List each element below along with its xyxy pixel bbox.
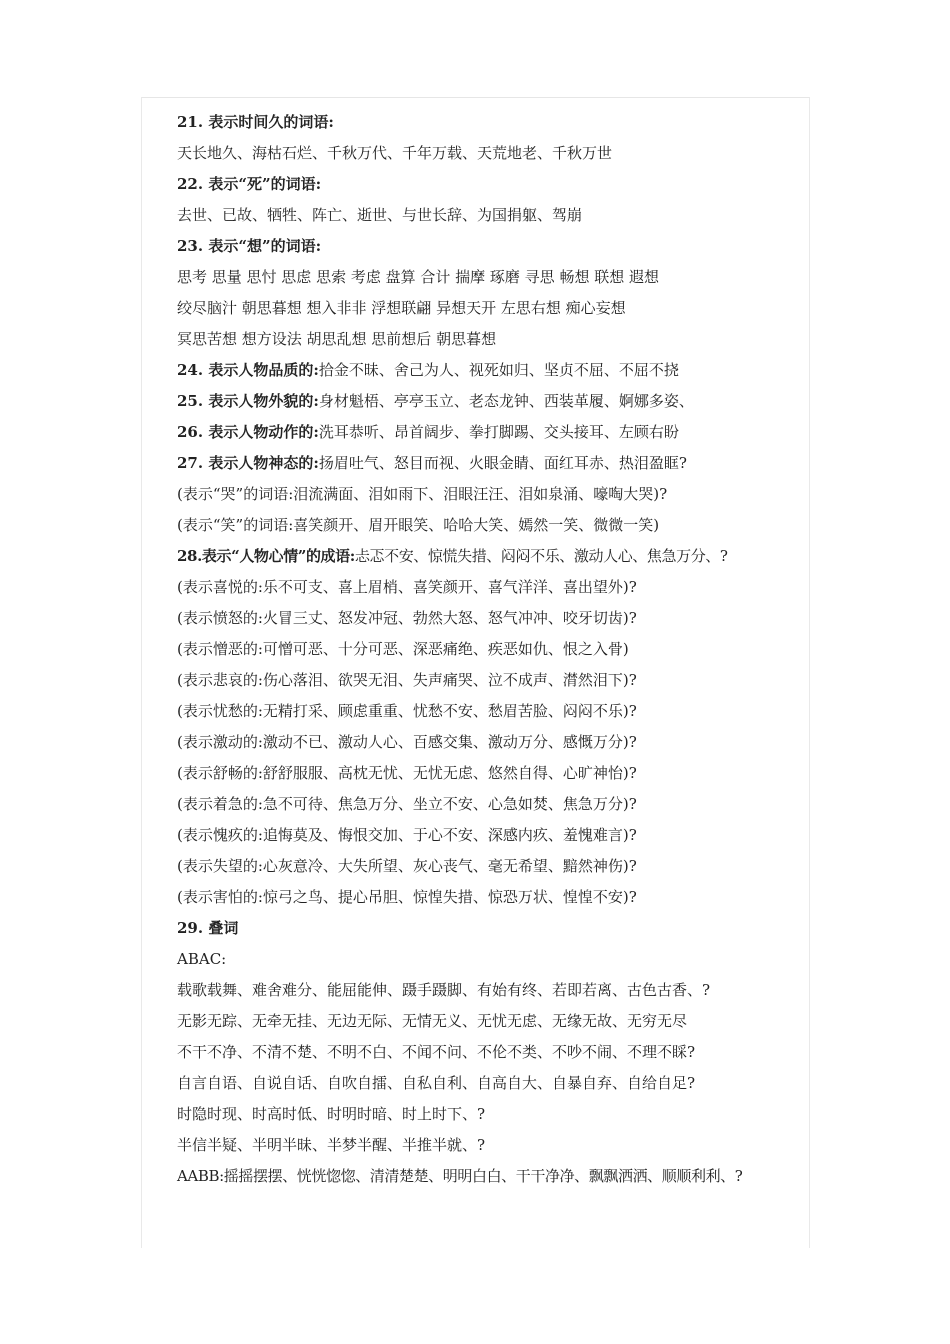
section-29-line-4: 自言自语、自说自话、自吹自擂、自私自利、自高自大、自暴自弃、自给自足? (177, 1074, 696, 1092)
section-28-words: 忐忑不安、惊慌失措、闷闷不乐、激动人心、焦急万分、? (354, 547, 728, 565)
section-29-abac-label: ABAC: (177, 950, 227, 968)
section-21-title: 21. 表示时间久的词语: (177, 113, 334, 131)
section-26-title: 26. 表示人物动作的: (177, 423, 319, 441)
section-27-words: 扬眉吐气、怒目而视、火眼金睛、面红耳赤、热泪盈眶? (318, 454, 687, 472)
section-28-title: 28.表示“人物心情”的成语: (177, 547, 355, 565)
section-28-excited: (表示激动的:激动不已、激动人心、百感交集、激动万分、感慨万分)? (177, 733, 637, 751)
section-23-title: 23. 表示“想”的词语: (177, 237, 322, 255)
section-29-title: 29. 叠词 (177, 919, 239, 937)
section-28-row (177, 541, 817, 572)
section-28-joy: (表示喜悦的:乐不可支、喜上眉梢、喜笑颜开、喜气洋洋、喜出望外)? (177, 578, 637, 596)
section-27-row (177, 448, 817, 479)
section-26-words: 洗耳恭听、昂首阔步、拳打脚踢、交头接耳、左顾右盼 (318, 423, 679, 441)
section-29-line-6: 半信半疑、半明半昧、半梦半醒、半推半就、? (177, 1136, 486, 1154)
section-22-words: 去世、已故、牺牲、阵亡、逝世、与世长辞、为国捐躯、驾崩 (177, 206, 583, 224)
section-29-line-5: 时隐时现、时高时低、时明时暗、时上时下、? (177, 1105, 486, 1123)
section-29-line-3: 不干不净、不清不楚、不明不白、不闻不问、不伦不类、不吵不闹、不理不睬? (177, 1043, 696, 1061)
section-28-sad: (表示悲哀的:伤心落泪、欲哭无泪、失声痛哭、泣不成声、潸然泪下)? (177, 671, 637, 689)
section-24-words: 拾金不昧、舍己为人、视死如归、坚贞不屈、不屈不挠 (318, 361, 679, 379)
section-29-line-2: 无影无踪、无牵无挂、无边无际、无情无义、无忧无虑、无缘无故、无穷无尽 (177, 1012, 688, 1030)
section-24-row (177, 355, 817, 386)
section-22-title: 22. 表示“死”的词语: (177, 175, 322, 193)
section-26-row (177, 417, 817, 448)
section-28-worry: (表示忧愁的:无精打采、顾虑重重、忧愁不安、愁眉苦脸、闷闷不乐)? (177, 702, 637, 720)
section-27-cry: (表示“哭”的词语:泪流满面、泪如雨下、泪眼汪汪、泪如泉涌、嚎啕大哭)? (177, 485, 668, 503)
section-27-laugh: (表示“笑”的词语:喜笑颜开、眉开眼笑、哈哈大笑、嫣然一笑、微微一笑) (177, 516, 660, 534)
document-body (177, 107, 817, 1192)
section-24-title: 24. 表示人物品质的: (177, 361, 319, 379)
section-28-fear: (表示害怕的:惊弓之鸟、提心吊胆、惊惶失措、惊恐万状、惶惶不安)? (177, 888, 637, 906)
section-21-words: 天长地久、海枯石烂、千秋万代、千年万载、天荒地老、千秋万世 (177, 144, 613, 162)
section-29-aabb: AABB:摇摇摆摆、恍恍惚惚、清清楚楚、明明白白、干干净净、飘飘洒洒、顺顺利利、? (177, 1167, 743, 1185)
section-29-line-1: 载歌载舞、难舍难分、能屈能伸、蹑手蹑脚、有始有终、若即若离、古色古香、? (177, 981, 711, 999)
section-28-hate: (表示憎恶的:可憎可恶、十分可恶、深恶痛绝、疾恶如仇、恨之入骨) (177, 640, 629, 658)
section-28-disappoint: (表示失望的:心灰意冷、大失所望、灰心丧气、毫无希望、黯然神伤)? (177, 857, 637, 875)
section-28-anger: (表示愤怒的:火冒三丈、怒发冲冠、勃然大怒、怒气冲冲、咬牙切齿)? (177, 609, 637, 627)
section-25-row (177, 386, 817, 417)
section-25-words: 身材魁梧、亭亭玉立、老态龙钟、西装革履、婀娜多姿、 (318, 392, 694, 410)
section-25-title: 25. 表示人物外貌的: (177, 392, 319, 410)
section-27-title: 27. 表示人物神态的: (177, 454, 319, 472)
section-23-line-3: 冥思苦想 想方设法 胡思乱想 思前想后 朝思暮想 (177, 330, 497, 348)
section-28-anxious: (表示着急的:急不可待、焦急万分、坐立不安、心急如焚、焦急万分)? (177, 795, 637, 813)
section-28-guilt: (表示愧疚的:追悔莫及、悔恨交加、于心不安、深感内疚、羞愧难言)? (177, 826, 637, 844)
section-28-comfort: (表示舒畅的:舒舒服服、高枕无忧、无忧无虑、悠然自得、心旷神怡)? (177, 764, 637, 782)
section-23-line-1: 思考 思量 思忖 思虑 思索 考虑 盘算 合计 揣摩 琢磨 寻思 畅想 联想 遐想 (177, 268, 659, 286)
section-23-line-2: 绞尽脑汁 朝思暮想 想入非非 浮想联翩 异想天开 左思右想 痴心妄想 (177, 299, 626, 317)
